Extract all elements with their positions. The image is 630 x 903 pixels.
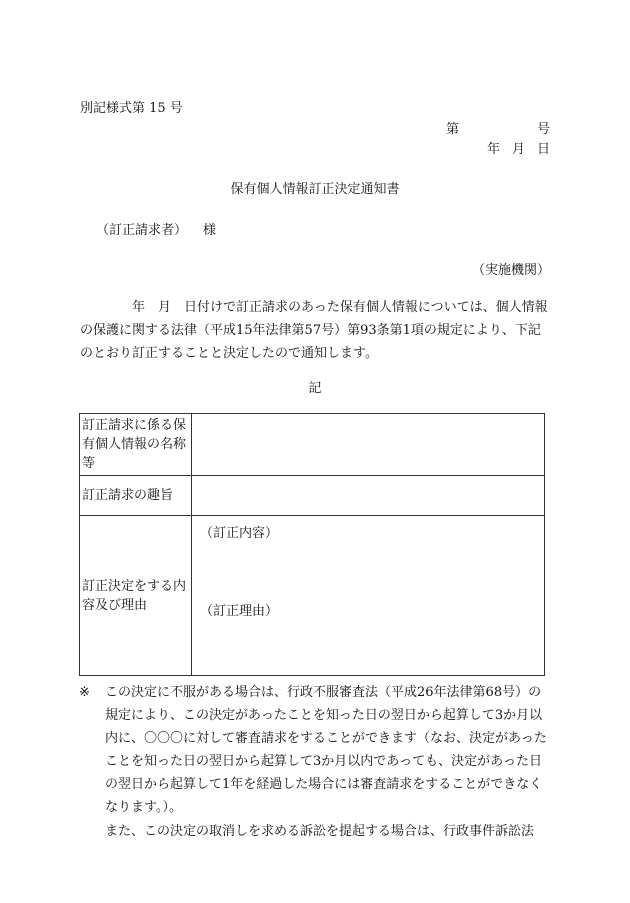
row2-label: 訂正請求の趣旨 <box>80 476 192 516</box>
correction-content-label: （訂正内容） <box>200 526 279 541</box>
correction-reason-label: （訂正理由） <box>200 604 279 619</box>
table-row <box>80 414 545 476</box>
body-paragraph <box>80 296 550 365</box>
row1-label: 訂正請求に係る保有個人情報の名称等 <box>80 414 192 476</box>
issue-number-suffix: 号 <box>536 122 550 137</box>
info-table <box>79 413 545 676</box>
form-number: 別記様式第 15 号 <box>80 101 183 116</box>
issue-date <box>475 138 550 157</box>
row3-value-cell[interactable] <box>192 516 545 676</box>
addressee-honorific: 様 <box>203 223 217 238</box>
issue-number <box>446 118 550 137</box>
issue-date-month: 月 <box>511 142 525 157</box>
table-row <box>80 476 545 516</box>
row1-value-cell[interactable] <box>192 414 545 476</box>
issue-date-year: 年 <box>486 142 500 157</box>
issue-date-day: 日 <box>536 142 550 157</box>
issuer: （実施機関） <box>471 263 550 278</box>
note-text: この決定に不服がある場合は、行政不服審査法（平成26年法律第68号）の規定により、この決定があったことを知った日の翌日から起算して3か月以内に、〇〇〇に対して審査請求をすることができます（なお、決定があったことを知った日の翌日から起算して3か月以内であっても、決定があった日の翌日から起算して1年を経過した場合には審査請求をすることができなくなります。）。 <box>105 685 547 815</box>
document-title: 保有個人情報訂正決定通知書 <box>230 182 400 197</box>
ki-heading: 記 <box>308 381 322 396</box>
row2-value-cell[interactable] <box>192 476 545 516</box>
lawsuit-note: また、この決定の取消しを求める訴訟を提起する場合は、行政事件訴訟法 <box>105 824 535 839</box>
addressee <box>96 219 216 238</box>
appeal-note <box>79 681 551 819</box>
body-paragraph-text: 年 月 日付けで訂正請求のあった保有個人情報については、個人情報の保護に関する法律（平成15年法律第57号）第93条第1項の規定により、下記のとおり訂正することと決定したので通知します。 <box>80 300 548 361</box>
row3-label: 訂正決定をする内容及び理由 <box>80 516 192 676</box>
table-row <box>80 516 545 676</box>
issue-number-prefix: 第 <box>445 122 459 137</box>
addressee-name: （訂正請求者） <box>96 223 188 238</box>
note-mark: ※ <box>79 685 90 700</box>
